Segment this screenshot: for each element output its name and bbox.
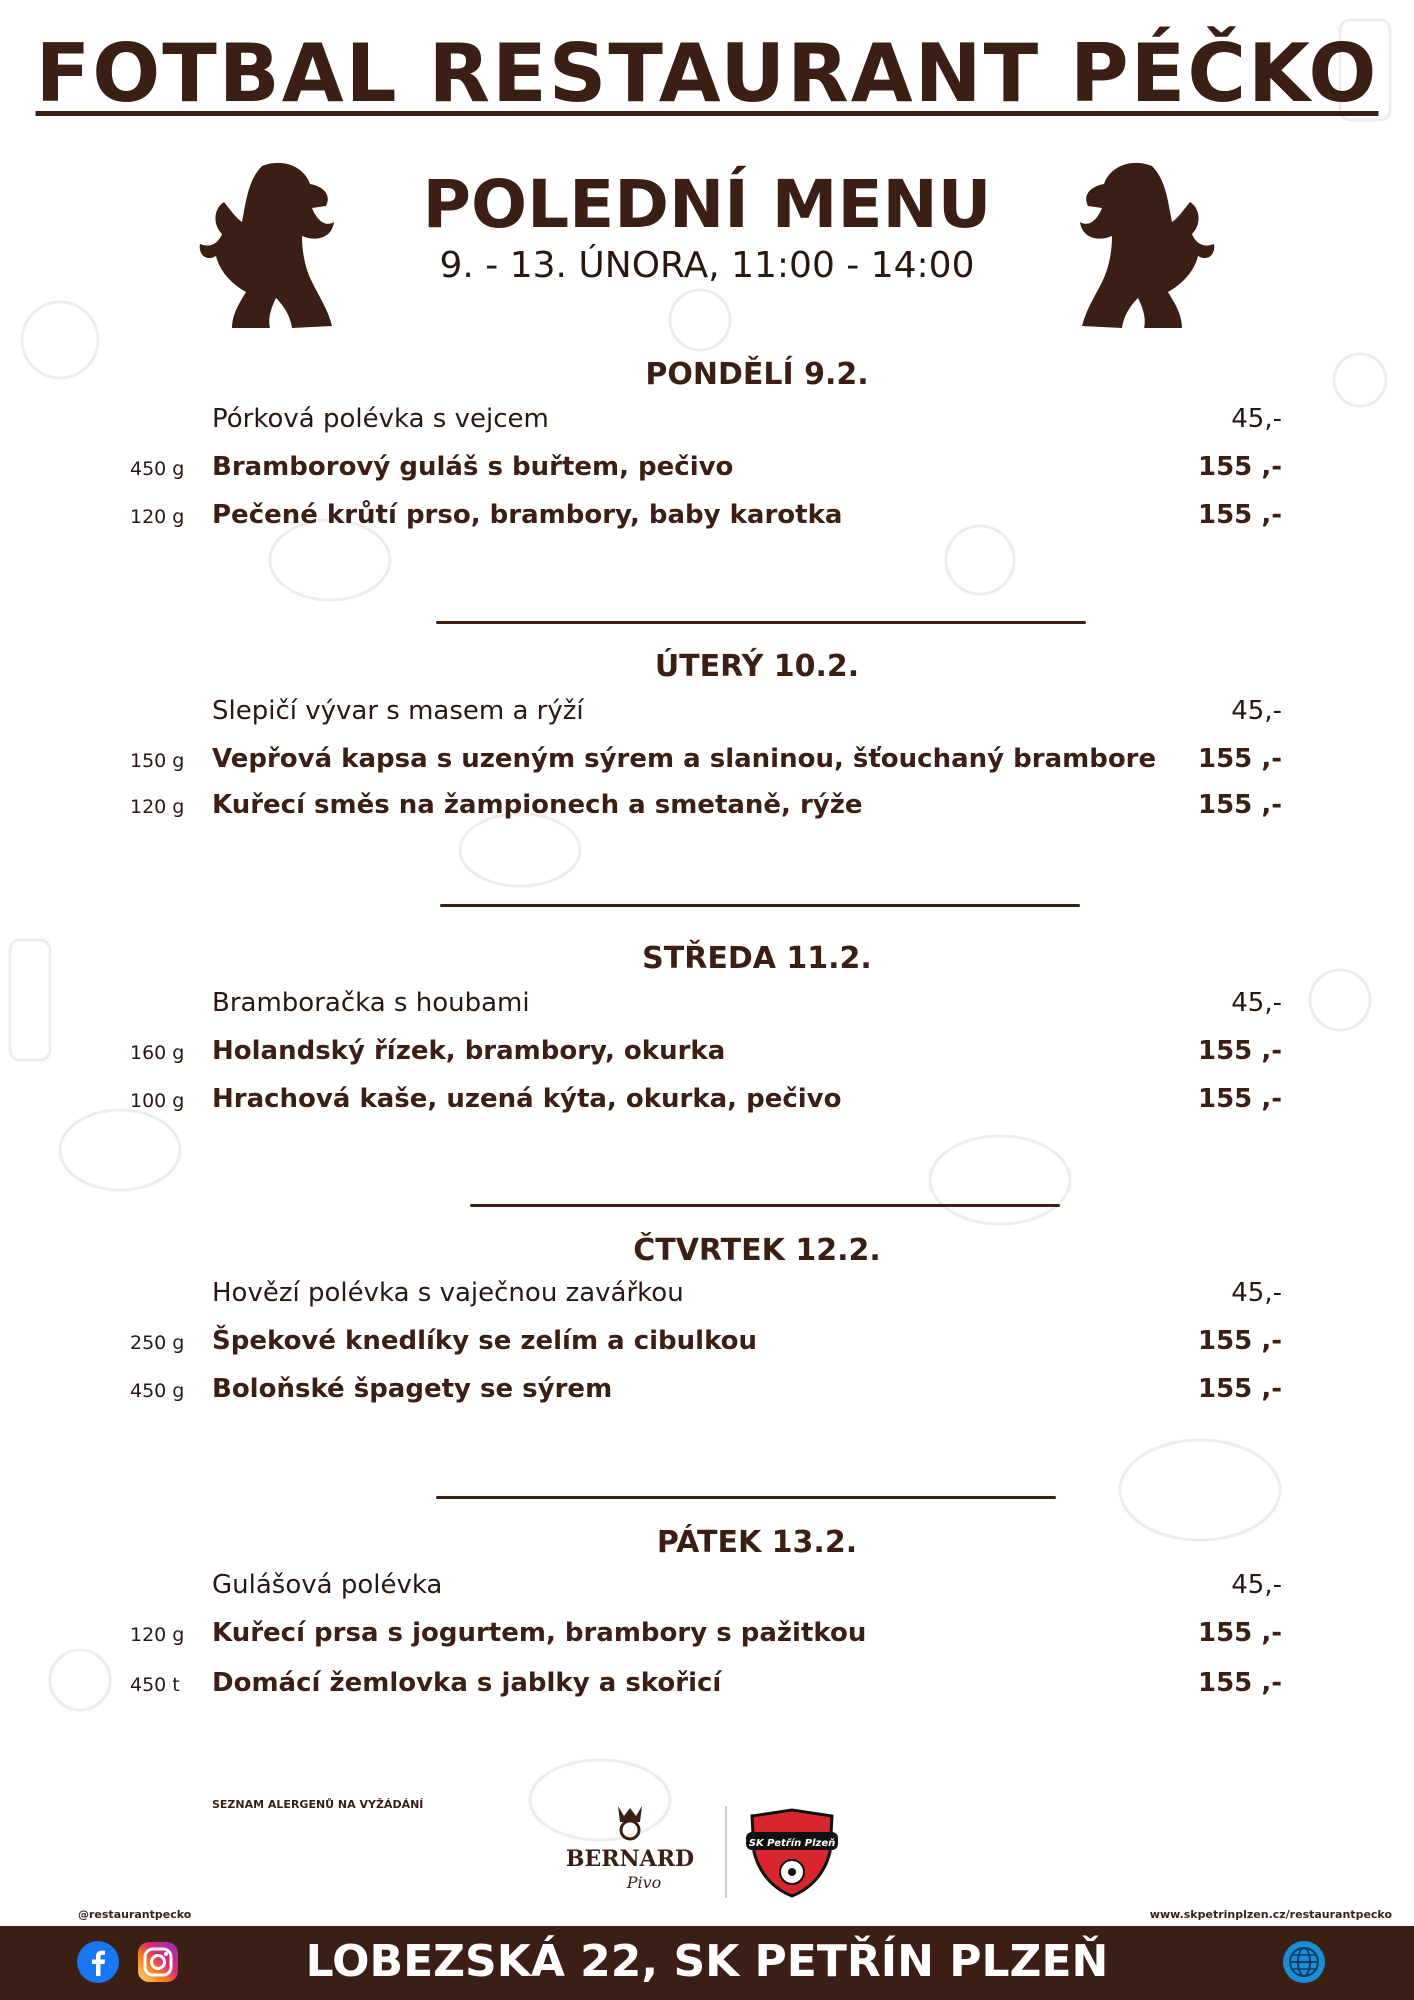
sponsor-logos <box>565 1802 866 1898</box>
dish-weight: 120 g <box>130 1624 185 1646</box>
dish-price: 155 ,- <box>1198 1326 1282 1356</box>
dish-name: Boloňské špagety se sýrem <box>212 1374 613 1404</box>
dish-price: 155 ,- <box>1198 1668 1282 1698</box>
dish-weight: 450 t <box>130 1674 180 1696</box>
dish-weight: 250 g <box>130 1332 185 1354</box>
footer-bar <box>0 1926 1414 2000</box>
dish-name: Pečené krůtí prso, brambory, baby karotka <box>212 500 843 530</box>
dish-price: 155 ,- <box>1198 790 1282 820</box>
dish-price: 155 ,- <box>1198 744 1282 774</box>
soup-row <box>0 696 1414 730</box>
dish-weight: 100 g <box>130 1090 185 1112</box>
instagram-icon[interactable] <box>136 1940 180 1984</box>
soup-name: Slepičí vývar s masem a rýží <box>212 696 584 726</box>
dish-weight: 150 g <box>130 750 185 772</box>
soup-price: 45,- <box>1231 696 1282 726</box>
soup-row <box>0 1278 1414 1312</box>
website-link[interactable]: www.skpetrinplzen.cz/restaurantpecko <box>1149 1908 1392 1921</box>
menu-subtitle: POLEDNÍ MENU <box>422 166 992 243</box>
dish-name: Domácí žemlovka s jablky a skořicí <box>212 1668 722 1698</box>
section-divider <box>436 1496 1056 1499</box>
facebook-icon[interactable] <box>76 1940 120 1984</box>
main-row <box>0 1618 1414 1652</box>
soup-price: 45,- <box>1231 1278 1282 1308</box>
soup-name: Bramboračka s houbami <box>212 988 530 1018</box>
day-title: PÁTEK 13.2. <box>656 1525 858 1560</box>
dish-weight: 160 g <box>130 1042 185 1064</box>
main-row <box>0 452 1414 486</box>
soup-name: Pórková polévka s vejcem <box>212 404 549 434</box>
main-row <box>0 1668 1414 1702</box>
main-row <box>0 1084 1414 1118</box>
dish-name: Bramborový guláš s buřtem, pečivo <box>212 452 734 482</box>
dish-name: Vepřová kapsa s uzeným sýrem a slaninou, šťouchaný brambore <box>212 744 1157 774</box>
day-title: ČTVRTEK 12.2. <box>633 1233 881 1268</box>
main-row <box>0 790 1414 824</box>
section-divider <box>440 904 1080 907</box>
soup-price: 45,- <box>1231 988 1282 1018</box>
soup-price: 45,- <box>1231 404 1282 434</box>
main-row <box>0 1326 1414 1360</box>
dish-weight: 120 g <box>130 796 185 818</box>
dish-weight: 450 g <box>130 1380 185 1402</box>
menu-dates: 9. - 13. ÚNORA, 11:00 - 14:00 <box>439 245 975 286</box>
main-row <box>0 1374 1414 1408</box>
club-logo-text: SK Petřín Plzeň <box>748 1838 836 1849</box>
main-row <box>0 500 1414 534</box>
dish-weight: 450 g <box>130 458 185 480</box>
section-divider <box>436 621 1086 624</box>
dish-price: 155 ,- <box>1198 1036 1282 1066</box>
dish-weight: 120 g <box>130 506 185 528</box>
dish-price: 155 ,- <box>1198 1618 1282 1648</box>
dish-name: Špekové knedlíky se zelím a cibulkou <box>212 1326 758 1356</box>
soup-price: 45,- <box>1231 1570 1282 1600</box>
day-title: ÚTERÝ 10.2. <box>654 649 860 684</box>
dish-price: 155 ,- <box>1198 1374 1282 1404</box>
globe-icon[interactable] <box>1282 1940 1326 1984</box>
dish-price: 155 ,- <box>1198 500 1282 530</box>
dish-name: Kuřecí prsa s jogurtem, brambory s pažitkou <box>212 1618 867 1648</box>
dish-name: Holandský řízek, brambory, okurka <box>212 1036 726 1066</box>
instagram-handle[interactable]: @restaurantpecko <box>78 1908 192 1921</box>
main-row <box>0 744 1414 778</box>
soup-row <box>0 404 1414 438</box>
dish-name: Hrachová kaše, uzená kýta, okurka, pečivo <box>212 1084 842 1114</box>
dish-name: Kuřecí směs na žampionech a smetaně, rýže <box>212 790 863 820</box>
soup-row <box>0 1570 1414 1604</box>
address: LOBEZSKÁ 22, SK PETŘÍN PLZEŇ <box>305 1936 1109 1987</box>
dish-price: 155 ,- <box>1198 452 1282 482</box>
main-row <box>0 1036 1414 1070</box>
bernard-logo-text: BERNARD <box>565 1846 695 1872</box>
restaurant-title: FOTBAL RESTAURANT PÉČKO <box>35 27 1379 120</box>
bernard-logo <box>566 1806 694 1892</box>
dish-price: 155 ,- <box>1198 1084 1282 1114</box>
soup-name: Gulášová polévka <box>212 1570 443 1600</box>
soup-row <box>0 988 1414 1022</box>
soup-name: Hovězí polévka s vaječnou zavářkou <box>212 1278 684 1308</box>
bernard-logo-sub: Pivo <box>626 1873 662 1892</box>
allergen-note: SEZNAM ALERGENŮ NA VYŽÁDÁNÍ <box>212 1798 424 1811</box>
day-title: STŘEDA 11.2. <box>642 941 872 976</box>
club-logo <box>746 1810 838 1896</box>
day-title: PONDĚLÍ 9.2. <box>645 357 869 392</box>
section-divider <box>470 1204 1060 1207</box>
